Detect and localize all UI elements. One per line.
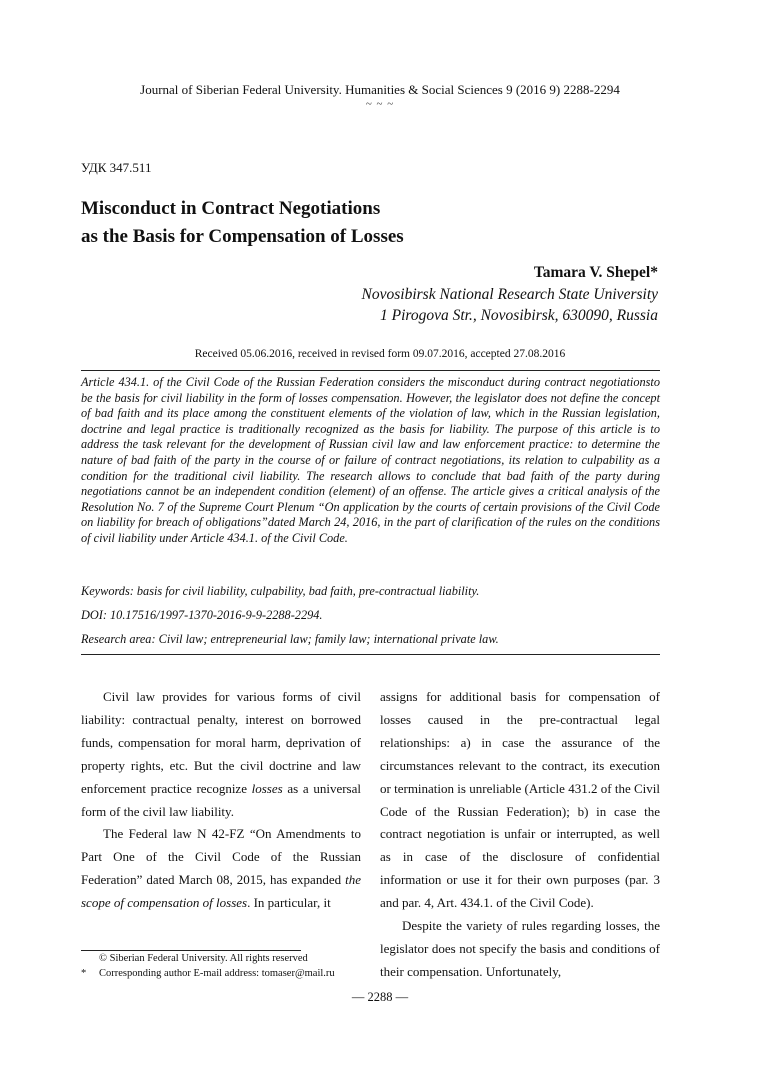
footnotes bbox=[81, 952, 411, 981]
body-text: as a universal form of the civil law liability. bbox=[81, 780, 361, 819]
keywords: Keywords: basis for civil liability, culpability, bad faith, pre-contractual liability. bbox=[81, 584, 480, 598]
received-dates: Received 05.06.2016, received in revised form 09.07.2016, accepted 27.08.2016 bbox=[194, 348, 566, 360]
page-number: — 2288 — bbox=[351, 990, 409, 1004]
author-name: Tamara V. Shepel* bbox=[533, 264, 658, 281]
journal-header: Journal of Siberian Federal University. Humanities & Social Sciences 9 (2016 9) 2288-2294 bbox=[140, 82, 620, 97]
body-paragraph-2 bbox=[81, 823, 361, 915]
body-emphasis: losses bbox=[251, 780, 283, 796]
body-column-left bbox=[81, 686, 361, 915]
header-ornament: ~ ~ ~ bbox=[365, 98, 395, 110]
footnote-star: * bbox=[81, 967, 87, 979]
body-text: Civil law provides for various forms of civil liability: contractual penalty, interest on borrowed funds, compensation for moral harm, deprivation of property rights, etc. But the civil doctrine and law enforcement practice recognize bbox=[81, 689, 361, 796]
author-affiliation: Novosibirsk National Research State University bbox=[361, 286, 658, 303]
body-paragraph-2-continued: assigns for additional basis for compensation of losses caused in the pre-contractual legal relationships: a) in case the assurance of the circumstances relevant to the contract, its execution or termination is unreliable (Article 431.2 of the Civil Code of the Russian Federation); b) in case the contract negotiation is unfair or interrupted, as well as in case of the disclosure of confidential information or use it for their own purposes (par. 3 and par. 4, Art. 434.1. of the Civil Code). bbox=[380, 689, 660, 911]
paper-title bbox=[81, 195, 681, 251]
doi: DOI: 10.17516/1997-1370-2016-9-9-2288-2294. bbox=[81, 608, 323, 622]
copyright-text: © Siberian Federal University. All rights reserved bbox=[99, 953, 308, 964]
research-area: Research area: Civil law; entrepreneurial law; family law; international private law. bbox=[81, 632, 499, 646]
abstract: Article 434.1. of the Civil Code of the Russian Federation considers the misconduct during contract negotiationsto be the basis for civil liability in the form of losses compensation. However, the legislator does not define the concept of bad faith and its place among the constituent elements of the violation of law, which in the Russian legislation, doctrine and legal practice is traditionally recognized as the basis for liability. The purpose of this article is to address the task relevant for the development of Russian civil law and law enforcement practice: to determine the nature of bad faith of the party in the course of or failure of contract negotiations, its relation to culpability as a condition for the traditional civil liability. The research allows to conclude that bad faith of the party during negotiations cannot be an independent condition (element) of an offense. The article gives a critical analysis of the Resolution No. 7 of the Supreme Court Plenum “On application by the courts of certain provisions of the Civil Code on liability for breach of obligations”dated March 24, 2016, in the part of clarification of the rules on the conditions of civil liability under Article 434.1. of the Civil Code. bbox=[81, 375, 660, 545]
author-address: 1 Pirogova Str., Novosibirsk, 630090, Russia bbox=[379, 307, 658, 324]
footnote-copyright bbox=[81, 952, 411, 967]
body-text: . In particular, it bbox=[247, 895, 331, 911]
footnote-rule bbox=[81, 950, 301, 951]
abstract-bottom-rule bbox=[81, 654, 660, 655]
body-paragraph-1 bbox=[81, 686, 361, 823]
udk-code: УДК 347.511 bbox=[81, 160, 152, 175]
footnote-corresponding bbox=[81, 967, 411, 982]
abstract-top-rule bbox=[81, 370, 660, 371]
title-line-2: as the Basis for Compensation of Losses bbox=[81, 226, 404, 247]
body-column-right bbox=[380, 686, 660, 984]
body-paragraph-3: Despite the variety of rules regarding losses, the legislator does not specify the basis and conditions of their compensation. Unfortunately, bbox=[380, 918, 660, 979]
corresponding-author-text: Corresponding author E-mail address: tomaser@mail.ru bbox=[99, 967, 335, 979]
body-emphasis: the scope of compensation of losses bbox=[81, 872, 361, 911]
title-line-1: Misconduct in Contract Negotiations bbox=[81, 198, 381, 219]
body-text: The Federal law N 42-FZ “On Amendments to Part One of the Civil Code of the Russian Federation” dated March 08, 2015, has expanded bbox=[81, 826, 361, 888]
author-block bbox=[362, 262, 658, 326]
